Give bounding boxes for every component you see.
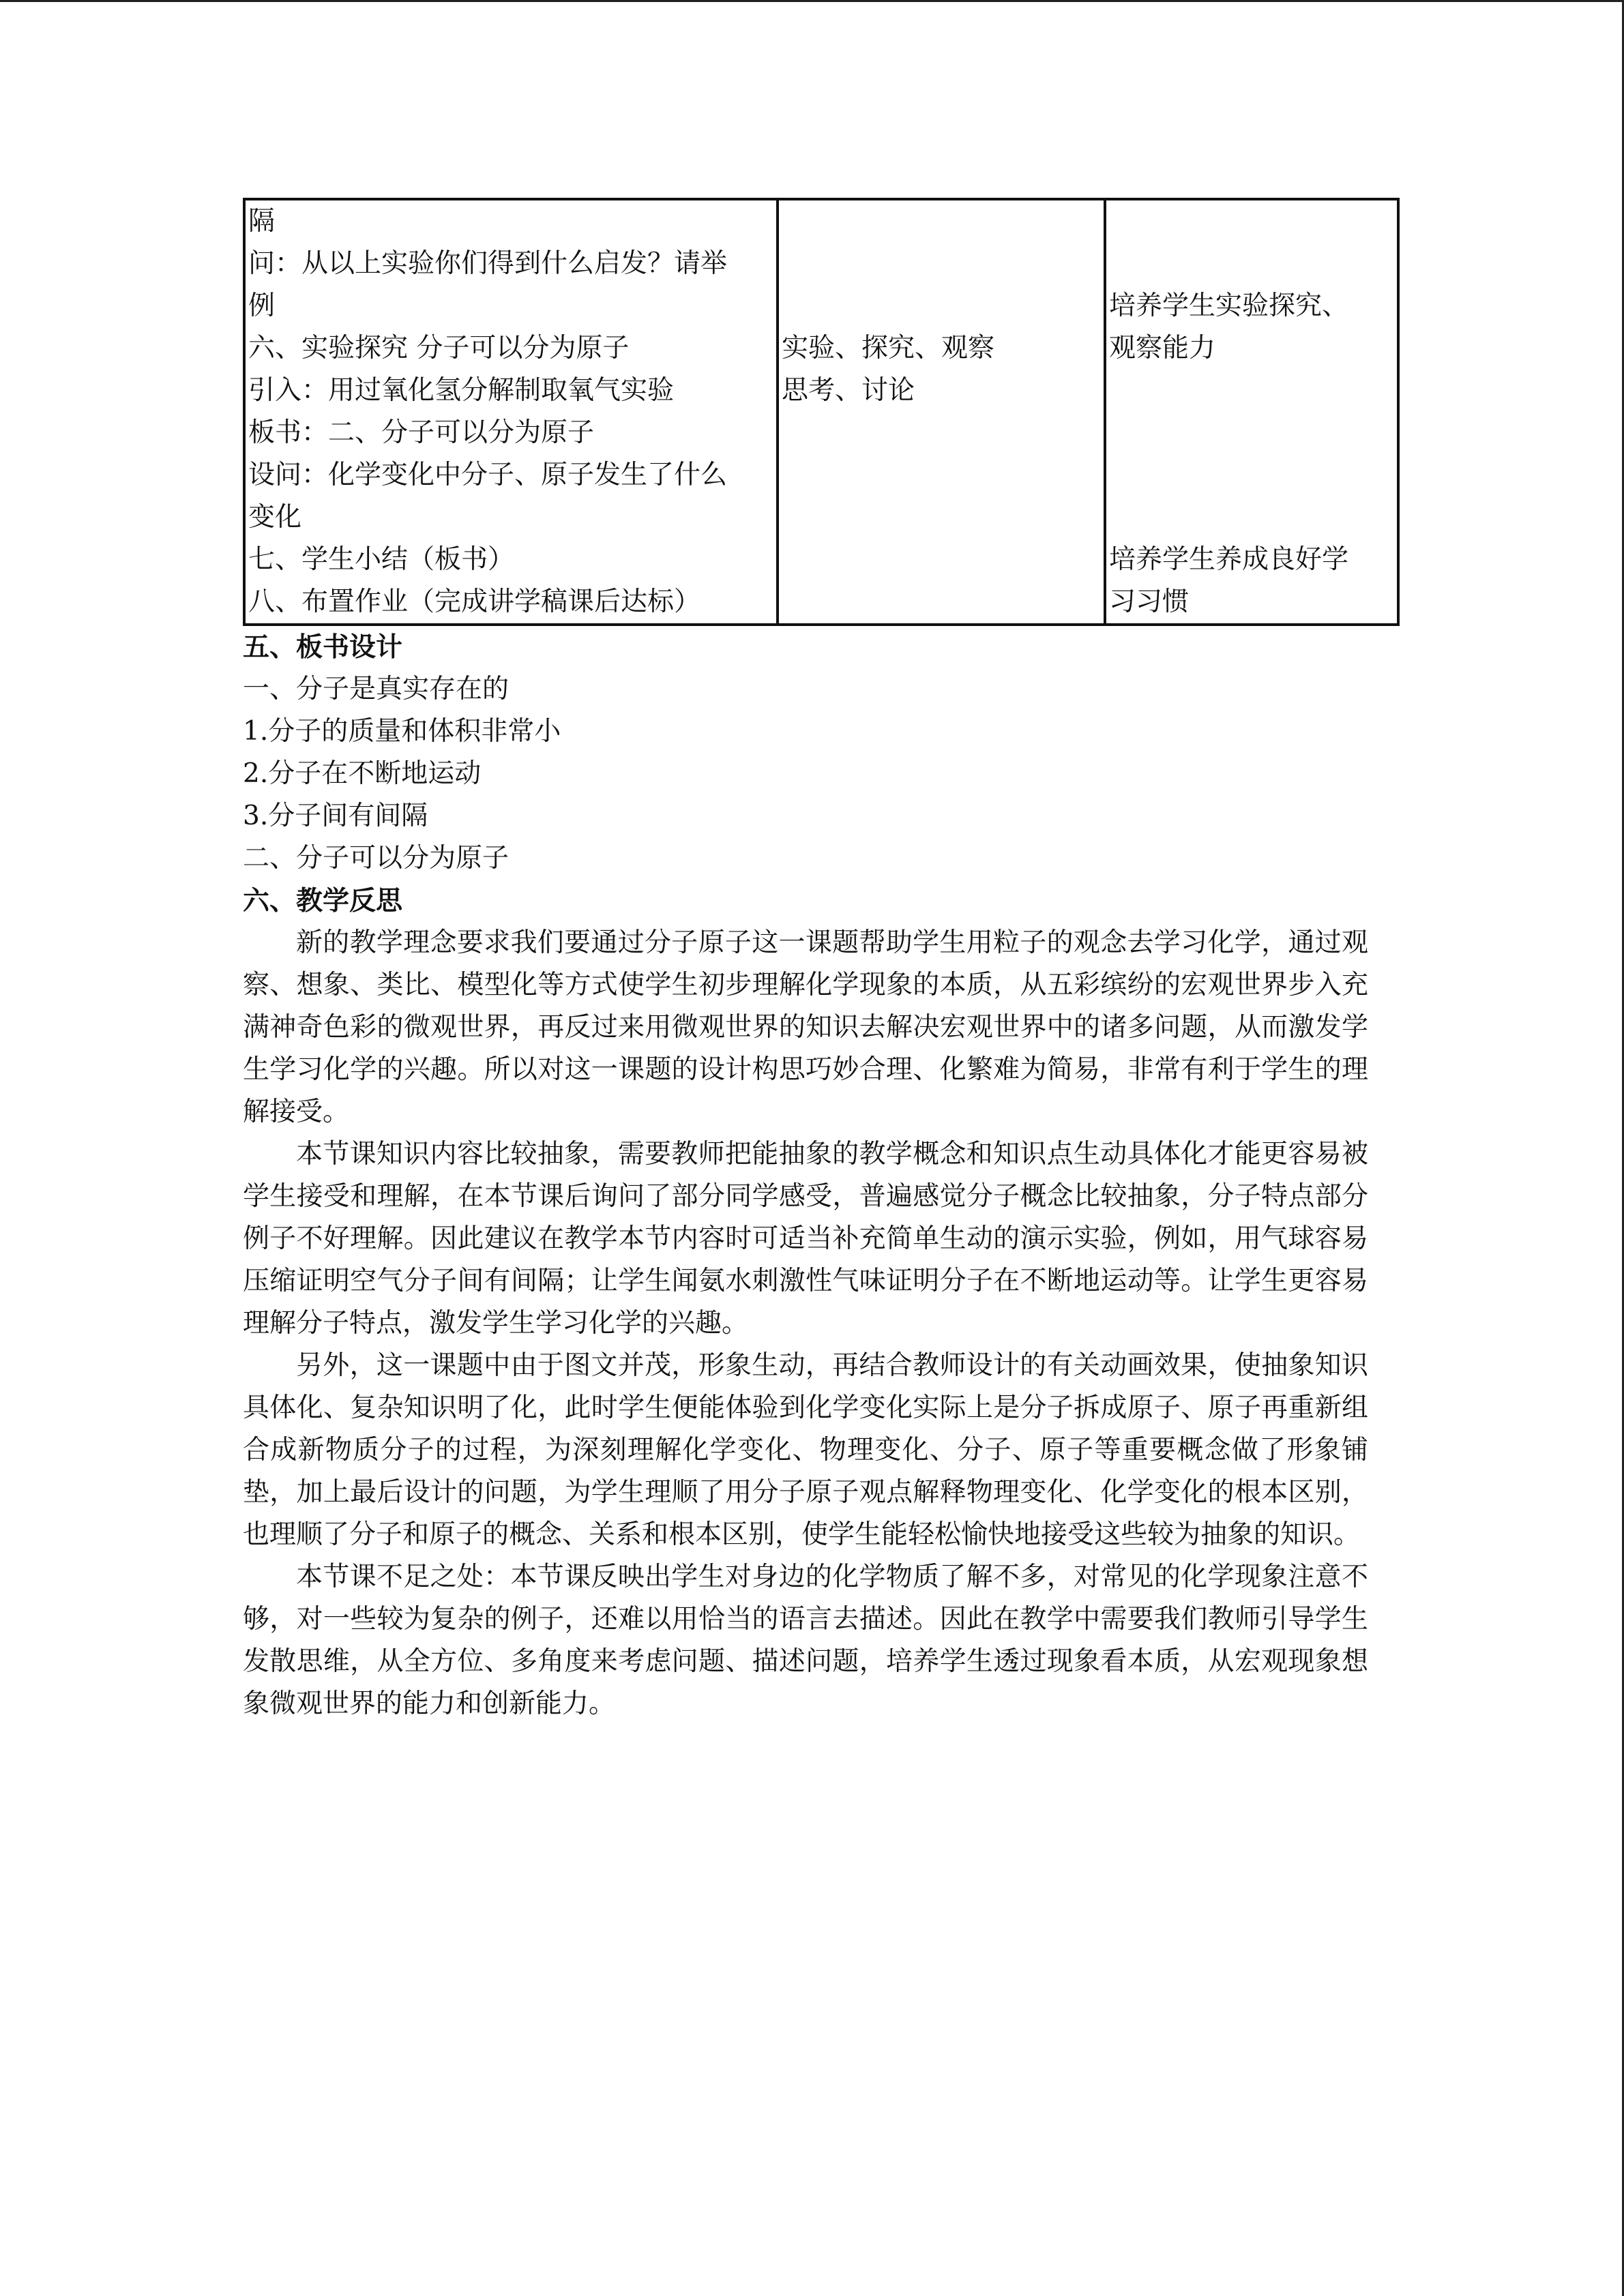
table-text-line: 例	[248, 290, 276, 321]
board-item: 2.分子在不断地运动	[243, 758, 482, 789]
table-text-line: 板书：二、分子可以分为原子	[248, 417, 595, 448]
table-text-line: 培养学生实验探究、	[1109, 290, 1349, 321]
design-intent-cell	[1105, 199, 1398, 625]
student-activity-cell	[778, 199, 1105, 625]
teacher-activity-cell	[244, 199, 778, 625]
board-item: 二、分子可以分为原子	[243, 843, 510, 874]
table-text-line: 六、实验探究 分子可以分为原子	[248, 333, 630, 363]
table-text-line: 观察能力	[1109, 333, 1216, 363]
section-heading-reflection: 六、教学反思	[243, 885, 403, 916]
document-content	[243, 198, 1382, 1725]
page-border-top	[0, 0, 1624, 2]
table-text-line: 思考、讨论	[782, 375, 915, 406]
board-item: 一、分子是真实存在的	[243, 674, 510, 704]
table-text-line: 实验、探究、观察	[782, 333, 995, 363]
board-item: 1.分子的质量和体积非常小	[243, 716, 561, 747]
table-text-line: 八、布置作业（完成讲学稿课后达标）	[248, 586, 701, 617]
table-text-line: 设问：化学变化中分子、原子发生了什么	[248, 460, 728, 490]
table-row	[244, 199, 1398, 625]
table-text-line: 隔	[248, 206, 276, 237]
lesson-plan-table	[243, 198, 1400, 626]
table-text-line: 七、学生小结（板书）	[248, 544, 515, 575]
table-text-line: 引入：用过氧化氢分解制取氧气实验	[248, 375, 675, 406]
reflection-paragraph: 本节课知识内容比较抽象，需要教师把能抽象的教学概念和知识点生动具体化才能更容易被学生接受和理解，在本节课后询问了部分同学感受，普遍感觉分子概念比较抽象，分子特点部分例子不好理解。因此建议在教学本节内容时可适当补充简单生动的演示实验，例如，用气球容易压缩证明空气分子间有间隔；让学生闻氨水刺激性气味证明分子在不断地运动等。让学生更容易理解分子特点，激发学生学习化学的兴趣。	[243, 1139, 1368, 1339]
table-text-line: 问：从以上实验你们得到什么启发？请举	[248, 248, 728, 279]
table-text-line: 变化	[248, 502, 302, 533]
reflection-paragraph: 新的教学理念要求我们要通过分子原子这一课题帮助学生用粒子的观念去学习化学，通过观察、想象、类比、模型化等方式使学生初步理解化学现象的本质，从五彩缤纷的宏观世界步入充满神奇色彩的微观世界，再反过来用微观世界的知识去解决宏观世界中的诸多问题，从而激发学生学习化学的兴趣。所以对这一课题的设计构思巧妙合理、化繁难为简易，非常有利于学生的理解接受。	[243, 927, 1368, 1127]
table-text-line: 培养学生养成良好学	[1109, 544, 1349, 575]
section-heading-board-design: 五、板书设计	[243, 631, 403, 663]
reflection-paragraph: 本节课不足之处：本节课反映出学生对身边的化学物质了解不多，对常见的化学现象注意不够，对一些较为复杂的例子，还难以用恰当的语言去描述。因此在教学中需要我们教师引导学生发散思维，从全方位、多角度来考虑问题、描述问题，培养学生透过现象看本质，从宏观现象想象微观世界的能力和创新能力。	[243, 1562, 1368, 1719]
reflection-paragraph: 另外，这一课题中由于图文并茂，形象生动，再结合教师设计的有关动画效果，使抽象知识具体化、复杂知识明了化，此时学生便能体验到化学变化实际上是分子拆成原子、原子再重新组合成新物质分子的过程，为深刻理解化学变化、物理变化、分子、原子等重要概念做了形象铺垫，加上最后设计的问题，为学生理顺了用分子原子观点解释物理变化、化学变化的根本区别，也理顺了分子和原子的概念、关系和根本区别，使学生能轻松愉快地接受这些较为抽象的知识。	[243, 1350, 1368, 1550]
table-text-line: 习习惯	[1109, 586, 1190, 617]
board-item: 3.分子间有间隔	[243, 801, 428, 831]
